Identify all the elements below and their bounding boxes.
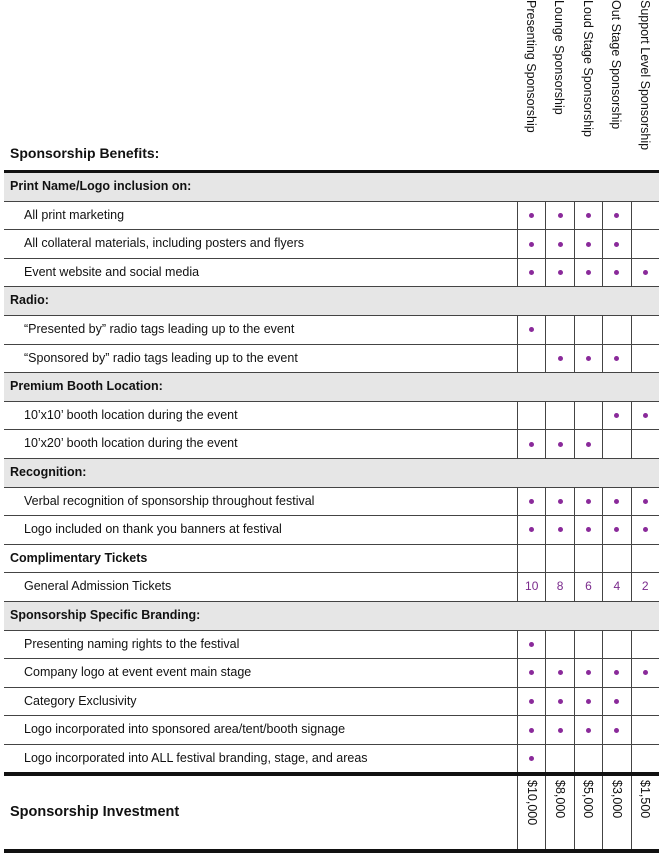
included-dot-icon bbox=[586, 270, 591, 275]
benefit-cell bbox=[545, 716, 573, 744]
included-dot-icon bbox=[614, 527, 619, 532]
benefit-row bbox=[4, 316, 659, 345]
benefit-cell bbox=[545, 402, 573, 430]
benefit-cell bbox=[517, 659, 545, 687]
included-dot-icon bbox=[614, 242, 619, 247]
included-dot-icon bbox=[558, 356, 563, 361]
benefit-row bbox=[4, 688, 659, 717]
column-header-lounge: Lounge Sponsorship bbox=[552, 0, 567, 115]
ticket-count: 2 bbox=[641, 579, 649, 594]
final-rule bbox=[4, 849, 659, 853]
benefit-cell bbox=[574, 430, 602, 458]
benefit-cell bbox=[517, 430, 545, 458]
benefit-row bbox=[4, 573, 659, 602]
section-label: Recognition: bbox=[10, 464, 87, 479]
benefit-cell bbox=[574, 631, 602, 659]
included-dot-icon bbox=[558, 527, 563, 532]
benefit-cell bbox=[602, 316, 630, 344]
benefit-cell bbox=[545, 230, 573, 258]
section-row bbox=[4, 373, 659, 402]
benefit-cell bbox=[602, 259, 630, 287]
benefit-cell bbox=[602, 716, 630, 744]
benefit-cell bbox=[631, 402, 659, 430]
benefit-label: Category Exclusivity bbox=[24, 693, 137, 708]
benefit-cell bbox=[574, 230, 602, 258]
benefit-cell bbox=[602, 688, 630, 716]
section-row bbox=[4, 545, 659, 574]
benefit-row bbox=[4, 516, 659, 545]
price-support-level: $1,500 bbox=[631, 776, 659, 850]
benefit-cell bbox=[631, 573, 659, 601]
benefit-cell bbox=[631, 430, 659, 458]
benefit-cell bbox=[545, 488, 573, 516]
section-row bbox=[4, 459, 659, 488]
included-dot-icon bbox=[529, 327, 534, 332]
benefit-cell bbox=[574, 573, 602, 601]
benefit-cell bbox=[517, 345, 545, 373]
column-header-loud-stage: Loud Stage Sponsorship bbox=[580, 0, 595, 137]
benefit-cell bbox=[631, 316, 659, 344]
benefit-cell bbox=[545, 259, 573, 287]
benefit-cell bbox=[602, 488, 630, 516]
benefit-cell bbox=[574, 688, 602, 716]
included-dot-icon bbox=[529, 242, 534, 247]
benefit-row bbox=[4, 488, 659, 517]
benefit-cell bbox=[545, 573, 573, 601]
benefit-cell bbox=[602, 202, 630, 230]
benefit-cell bbox=[574, 202, 602, 230]
benefit-cell bbox=[545, 659, 573, 687]
benefits-table bbox=[4, 173, 659, 773]
benefit-row bbox=[4, 631, 659, 660]
benefit-cell bbox=[545, 545, 573, 573]
benefit-cell bbox=[631, 659, 659, 687]
section-row bbox=[4, 602, 659, 631]
benefit-label: Event website and social media bbox=[24, 264, 200, 279]
investment-prices bbox=[517, 776, 659, 850]
included-dot-icon bbox=[643, 527, 648, 532]
included-dot-icon bbox=[529, 527, 534, 532]
included-dot-icon bbox=[558, 499, 563, 504]
section-label: Sponsorship Specific Branding: bbox=[10, 607, 201, 622]
benefit-cell bbox=[545, 202, 573, 230]
benefit-cell bbox=[545, 631, 573, 659]
benefit-label: Verbal recognition of sponsorship throughout festival bbox=[24, 493, 315, 508]
benefit-cell bbox=[574, 716, 602, 744]
benefit-cell bbox=[517, 316, 545, 344]
benefit-cell bbox=[574, 516, 602, 544]
section-label: Complimentary Tickets bbox=[10, 550, 148, 565]
benefit-row bbox=[4, 202, 659, 231]
benefit-cell bbox=[602, 659, 630, 687]
included-dot-icon bbox=[643, 670, 648, 675]
benefit-row bbox=[4, 230, 659, 259]
column-headers bbox=[517, 0, 659, 172]
benefit-label: 10’x10’ booth location during the event bbox=[24, 407, 238, 422]
benefit-row bbox=[4, 716, 659, 745]
benefit-row bbox=[4, 402, 659, 431]
benefit-cell bbox=[602, 230, 630, 258]
included-dot-icon bbox=[586, 242, 591, 247]
benefit-cell bbox=[517, 745, 545, 773]
investment-row bbox=[0, 776, 663, 850]
included-dot-icon bbox=[586, 728, 591, 733]
benefit-cell bbox=[574, 659, 602, 687]
benefit-cell bbox=[545, 516, 573, 544]
column-header-out-stage: Out Stage Sponsorship bbox=[609, 0, 624, 130]
benefit-cell bbox=[631, 688, 659, 716]
benefit-cell bbox=[574, 545, 602, 573]
benefit-label: Company logo at event event main stage bbox=[24, 665, 252, 680]
included-dot-icon bbox=[558, 728, 563, 733]
benefit-cell bbox=[517, 573, 545, 601]
benefit-cell bbox=[545, 345, 573, 373]
benefit-cell bbox=[517, 545, 545, 573]
benefit-cell bbox=[602, 430, 630, 458]
benefit-cell bbox=[545, 688, 573, 716]
ticket-count: 6 bbox=[585, 579, 592, 594]
included-dot-icon bbox=[529, 270, 534, 275]
benefit-label: “Presented by” radio tags leading up to the event bbox=[24, 321, 295, 336]
benefit-cell bbox=[517, 516, 545, 544]
benefit-cell bbox=[545, 430, 573, 458]
investment-title: Sponsorship Investment bbox=[10, 804, 180, 820]
benefit-cell bbox=[545, 316, 573, 344]
benefit-cell bbox=[631, 202, 659, 230]
ticket-count: 10 bbox=[525, 579, 539, 594]
benefit-cell bbox=[517, 202, 545, 230]
included-dot-icon bbox=[614, 356, 619, 361]
column-header-presenting: Presenting Sponsorship bbox=[524, 0, 538, 133]
included-dot-icon bbox=[643, 413, 648, 418]
benefit-cell bbox=[631, 516, 659, 544]
included-dot-icon bbox=[529, 670, 534, 675]
included-dot-icon bbox=[614, 728, 619, 733]
included-dot-icon bbox=[614, 670, 619, 675]
ticket-count: 8 bbox=[556, 579, 564, 594]
included-dot-icon bbox=[558, 442, 563, 447]
price-lounge: $8,000 bbox=[545, 776, 573, 850]
benefit-cell bbox=[517, 230, 545, 258]
benefit-cell bbox=[517, 259, 545, 287]
benefit-row bbox=[4, 745, 659, 774]
benefit-cell bbox=[631, 545, 659, 573]
benefit-label: General Admission Tickets bbox=[24, 579, 172, 594]
price-loud-stage: $5,000 bbox=[574, 776, 602, 850]
benefit-label: All print marketing bbox=[24, 207, 125, 222]
benefit-cell bbox=[631, 745, 659, 773]
benefit-cell bbox=[602, 345, 630, 373]
included-dot-icon bbox=[586, 499, 591, 504]
included-dot-icon bbox=[529, 213, 534, 218]
included-dot-icon bbox=[558, 270, 563, 275]
benefit-cell bbox=[574, 745, 602, 773]
benefit-cell bbox=[602, 573, 630, 601]
section-row bbox=[4, 287, 659, 316]
benefit-cell bbox=[631, 488, 659, 516]
section-label: Radio: bbox=[10, 293, 49, 308]
benefit-cell bbox=[574, 316, 602, 344]
included-dot-icon bbox=[614, 270, 619, 275]
included-dot-icon bbox=[586, 527, 591, 532]
benefit-label: Logo incorporated into sponsored area/tent/booth signage bbox=[24, 722, 346, 737]
included-dot-icon bbox=[586, 442, 591, 447]
column-header-support-level: Support Level Sponsorship bbox=[637, 0, 652, 151]
price-out-stage: $3,000 bbox=[602, 776, 630, 850]
benefit-cell bbox=[517, 716, 545, 744]
benefit-label: Logo included on thank you banners at festival bbox=[24, 522, 282, 537]
ticket-count: 4 bbox=[613, 579, 621, 594]
section-row bbox=[4, 173, 659, 202]
benefit-cell bbox=[517, 402, 545, 430]
benefit-cell bbox=[631, 345, 659, 373]
benefit-row bbox=[4, 430, 659, 459]
included-dot-icon bbox=[529, 699, 534, 704]
benefit-cell bbox=[602, 745, 630, 773]
benefit-cell bbox=[517, 688, 545, 716]
included-dot-icon bbox=[529, 499, 534, 504]
benefit-cell bbox=[574, 345, 602, 373]
benefit-cell bbox=[574, 402, 602, 430]
included-dot-icon bbox=[643, 499, 648, 504]
section-label: Premium Booth Location: bbox=[10, 379, 163, 394]
benefit-cell bbox=[631, 230, 659, 258]
included-dot-icon bbox=[643, 270, 648, 275]
benefit-label: 10’x20’ booth location during the event bbox=[24, 436, 238, 451]
included-dot-icon bbox=[614, 213, 619, 218]
included-dot-icon bbox=[558, 670, 563, 675]
included-dot-icon bbox=[586, 670, 591, 675]
included-dot-icon bbox=[529, 442, 534, 447]
included-dot-icon bbox=[529, 642, 534, 647]
included-dot-icon bbox=[614, 499, 619, 504]
benefit-label: Logo incorporated into ALL festival branding, stage, and areas bbox=[24, 750, 368, 765]
price-presenting: $10,000 bbox=[517, 776, 545, 850]
benefit-row bbox=[4, 659, 659, 688]
included-dot-icon bbox=[558, 699, 563, 704]
benefit-cell bbox=[631, 259, 659, 287]
included-dot-icon bbox=[529, 756, 534, 761]
benefit-cell bbox=[545, 745, 573, 773]
included-dot-icon bbox=[614, 699, 619, 704]
included-dot-icon bbox=[586, 213, 591, 218]
benefit-row bbox=[4, 345, 659, 374]
benefit-cell bbox=[574, 259, 602, 287]
benefit-label: All collateral materials, including posters and flyers bbox=[24, 236, 304, 251]
included-dot-icon bbox=[558, 242, 563, 247]
benefit-label: Presenting naming rights to the festival bbox=[24, 636, 240, 651]
benefit-cell bbox=[517, 488, 545, 516]
included-dot-icon bbox=[614, 413, 619, 418]
benefit-cell bbox=[602, 402, 630, 430]
included-dot-icon bbox=[586, 699, 591, 704]
benefit-row bbox=[4, 259, 659, 288]
benefit-cell bbox=[574, 488, 602, 516]
included-dot-icon bbox=[529, 728, 534, 733]
benefit-cell bbox=[602, 516, 630, 544]
benefit-label: “Sponsored by” radio tags leading up to the event bbox=[24, 350, 298, 365]
benefit-cell bbox=[631, 631, 659, 659]
included-dot-icon bbox=[586, 356, 591, 361]
section-label: Print Name/Logo inclusion on: bbox=[10, 179, 192, 193]
benefit-cell bbox=[602, 545, 630, 573]
benefit-cell bbox=[631, 716, 659, 744]
benefit-cell bbox=[517, 631, 545, 659]
included-dot-icon bbox=[558, 213, 563, 218]
benefit-cell bbox=[602, 631, 630, 659]
benefits-title: Sponsorship Benefits: bbox=[10, 145, 160, 161]
